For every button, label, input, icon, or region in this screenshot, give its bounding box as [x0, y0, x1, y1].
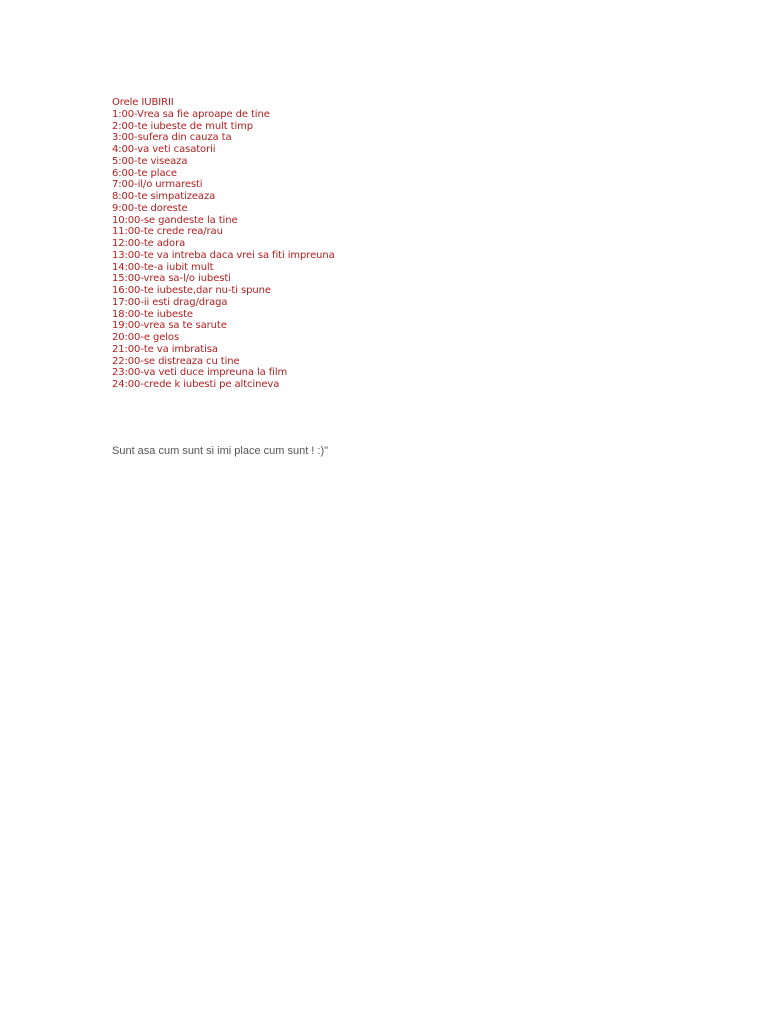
poem-line: 15:00-vrea sa-l/o iubesti — [112, 273, 231, 285]
poem-line: 24:00-crede k iubesti pe altcineva — [112, 379, 280, 390]
poem-line: 1:00-Vrea sa fie aproape de tine — [112, 108, 270, 120]
poem-line: 22:00-se distreaza cu tine — [112, 355, 240, 367]
poem-line: 17:00-ii esti drag/draga — [112, 296, 228, 308]
poem-line: 6:00-te place — [112, 167, 177, 179]
poem-line: 4:00-va veti casatorii — [112, 144, 216, 155]
poem-line: 19:00-vrea sa te sarute — [112, 320, 227, 332]
poem-line: 5:00-te viseaza — [112, 155, 188, 167]
poem-line: 10:00-se gandeste la tine — [112, 214, 238, 226]
poem-line: 16:00-te iubeste,dar nu-ti spune — [112, 285, 271, 296]
poem-line: 14:00-te-a iubit mult — [112, 261, 214, 273]
poem-title: Orele IUBIRII — [112, 97, 174, 108]
poem-line: 18:00-te iubeste — [112, 308, 193, 320]
poem-line: 11:00-te crede rea/rau — [112, 226, 223, 238]
poem-line: 9:00-te doreste — [112, 202, 188, 214]
poem-line: 13:00-te va intreba daca vrei sa fiti impreuna — [112, 249, 335, 261]
signature-text: Sunt asa cum sunt si imi place cum sunt ! :)" — [112, 445, 329, 457]
poem-line: 8:00-te simpatizeaza — [112, 191, 216, 202]
poem-line: 21:00-te va imbratisa — [112, 343, 218, 355]
poem-line: 3:00-sufera din cauza ta — [112, 132, 232, 144]
poem-line: 12:00-te adora — [112, 238, 186, 249]
poem-line: 20:00-e gelos — [112, 332, 180, 343]
poem-line: 7:00-il/o urmaresti — [112, 179, 203, 191]
poem-line: 2:00-te iubeste de mult timp — [112, 120, 254, 132]
poem-block — [112, 97, 335, 391]
poem-line: 23:00-va veti duce impreuna la film — [112, 367, 288, 379]
